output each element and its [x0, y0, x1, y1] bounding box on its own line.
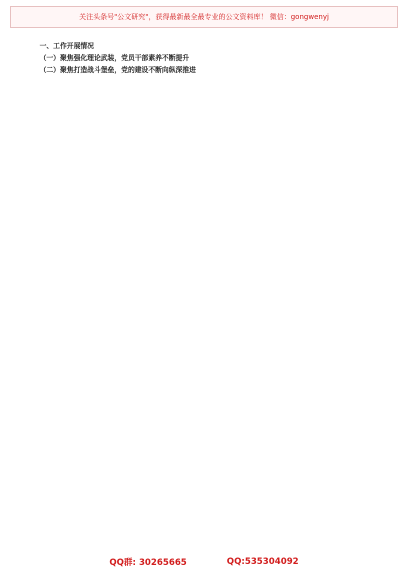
qq-group-text: QQ群: 30265665 — [109, 558, 187, 568]
subsection-heading: （二）聚焦打造战斗堡垒，党的建设不断向纵深推进 — [39, 66, 196, 74]
document-body — [26, 40, 382, 542]
qq-contact-text: QQ:535304092 — [226, 557, 299, 567]
subsection-heading: （一）聚焦强化理论武装，党员干部素养不断提升 — [39, 54, 190, 62]
section-heading: 一、工作开展情况 — [39, 42, 94, 50]
promo-banner-text: 关注头条号"公文研究"，获得最新最全最专业的公文资料库！ 微信：gongwenyj — [79, 13, 329, 21]
contact-footer — [0, 554, 408, 570]
promo-banner[interactable] — [10, 6, 398, 28]
